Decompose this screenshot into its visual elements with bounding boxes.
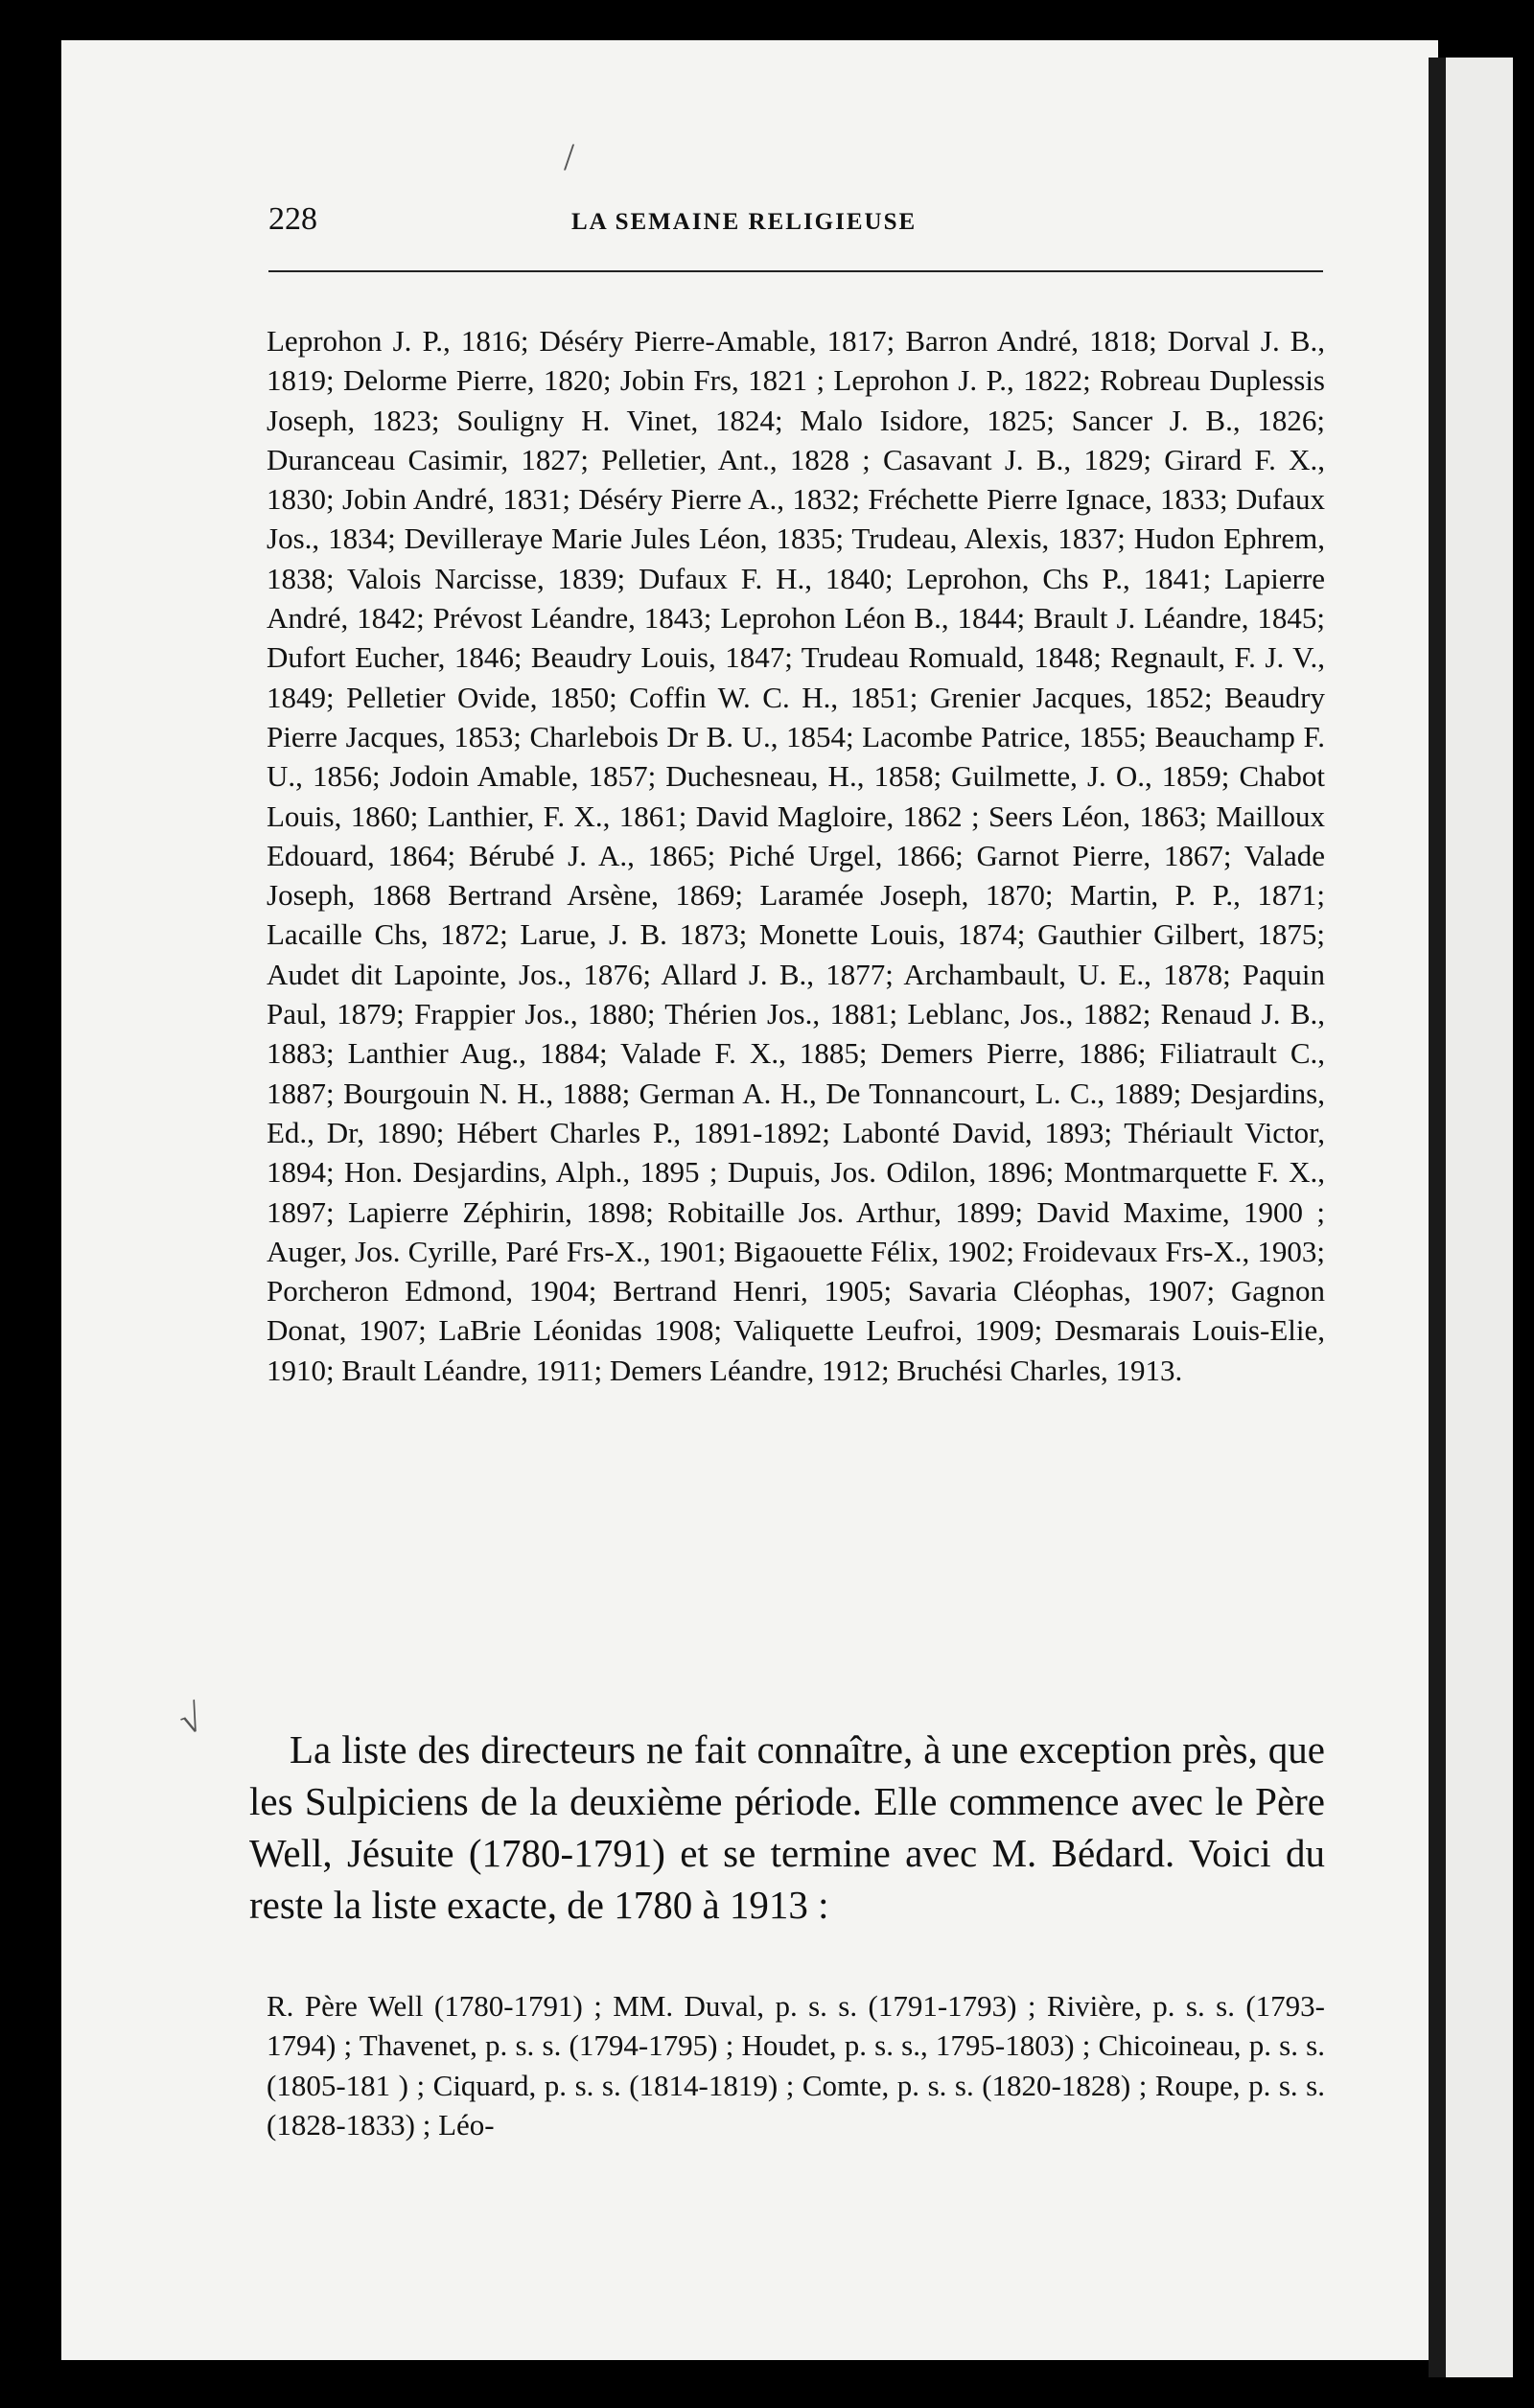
margin-tick-mark: / bbox=[564, 135, 575, 178]
sulpiciens-list-paragraph: R. Père Well (1780-1791) ; MM. Duval, p. s. s. (1791-1793) ; Rivière, p. s. s. (1793-1794) ; Thavenet, p. s. s. (1794-1795) ; Houdet, p. s. s., 1795-1803) ; Chicoineau, p. s. s. (1805-181 ) ; Ciquard, p. s. s. (1814-1819) ; Comte, p. s. s. (1820-1828) ; Roupe, p. s. s. (1828-1833) ; Léo- bbox=[267, 1989, 1325, 2142]
running-title: LA SEMAINE RELIGIEUSE bbox=[571, 209, 918, 235]
intro-paragraph: La liste des directeurs ne fait connaître, à une exception près, que les Sulpiciens de la deuxième période. Elle commence avec le Père Well, Jésuite (1780-1791) et se termine avec M. Bédard. Voici du reste la liste exacte, de 1780 à 1913 : bbox=[249, 1727, 1325, 1927]
page-number: 228 bbox=[268, 201, 317, 237]
margin-check-mark: √ bbox=[173, 1695, 208, 1744]
page-header bbox=[268, 201, 1323, 249]
directors-list-paragraph: Leprohon J. P., 1816; Déséry Pierre-Amable, 1817; Barron André, 1818; Dorval J. B., 1819; Delorme Pierre, 1820; Jobin Frs, 1821 ; Leprohon J. P., 1822; Robreau Duplessis Joseph, 1823; Souligny H. Vinet, 1824; Malo Isidore, 1825; Sancer J. B., 1826; Duranceau Casimir, 1827; Pelletier, Ant., 1828 ; Casavant J. B., 1829; Girard F. X., 1830; Jobin André, 1831; Déséry Pierre A., 1832; Fréchette Pierre Ignace, 1833; Dufaux Jos., 1834; Devilleraye Marie Jules Léon, 1835; Trudeau, Alexis, 1837; Hudon Ephrem, 1838; Valois Narcisse, 1839; Dufaux F. H., 1840; Leprohon, Chs P., 1841; Lapierre André, 1842; Prévost Léandre, 1843; Leprohon Léon B., 1844; Brault J. Léandre, 1845; Dufort Eucher, 1846; Beaudry Louis, 1847; Trudeau Romuald, 1848; Regnault, F. J. V., 1849; Pelletier Ovide, 1850; Coffin W. C. H., 1851; Grenier Jacques, 1852; Beaudry Pierre Jacques, 1853; Charlebois Dr B. U., 1854; Lacombe Patrice, 1855; Beauchamp F. U., 1856; Jodoin Amable, 1857; Duchesneau, H., 1858; Guilmette, J. O., 1859; Chabot Louis, 1860; Lanthier, F. X., 1861; David Magloire, 1862 ; Seers Léon, 1863; Mailloux Edouard, 1864; Bérubé J. A., 1865; Piché Urgel, 1866; Garnot Pierre, 1867; Valade Joseph, 1868 Bertrand Arsène, 1869; Laramée Joseph, 1870; Martin, P. P., 1871; Lacaille Chs, 1872; Larue, J. B. 1873; Monette Louis, 1874; Gauthier Gilbert, 1875; Audet dit Lapointe, Jos., 1876; Allard J. B., 1877; Archambault, U. E., 1878; Paquin Paul, 1879; Frappier Jos., 1880; Thérien Jos., 1881; Leblanc, Jos., 1882; Renaud J. B., 1883; Lanthier Aug., 1884; Valade F. X., 1885; Demers Pierre, 1886; Filiatrault C., 1887; Bourgouin N. H., 1888; German A. H., De Tonnancourt, L. C., 1889; Desjardins, Ed., Dr, 1890; Hébert Charles P., 1891-1892; Labonté David, 1893; Thériault Victor, 1894; Hon. Desjardins, Alph., 1895 ; Dupuis, Jos. Odilon, 1896; Montmarquette F. X., 1897; Lapierre Zéphirin, 1898; Robitaille Jos. Arthur, 1899; David Maxime, 1900 ; Auger, Jos. Cyrille, Paré Frs-X., 1901; Bigaouette Félix, 1902; Froidevaux Frs-X., 1903; Porcheron Edmond, 1904; Bertrand Henri, 1905; Savaria Cléophas, 1907; Gagnon Donat, 1907; LaBrie Léonidas 1908; Valiquette Leufroi, 1909; Desmarais Louis-Elie, 1910; Brault Léandre, 1911; Demers Léandre, 1912; Bruchési Charles, 1913. bbox=[267, 324, 1325, 1387]
header-rule bbox=[268, 270, 1323, 272]
facing-page-edge bbox=[1446, 58, 1513, 2377]
page-gutter-shadow bbox=[1429, 58, 1446, 2377]
